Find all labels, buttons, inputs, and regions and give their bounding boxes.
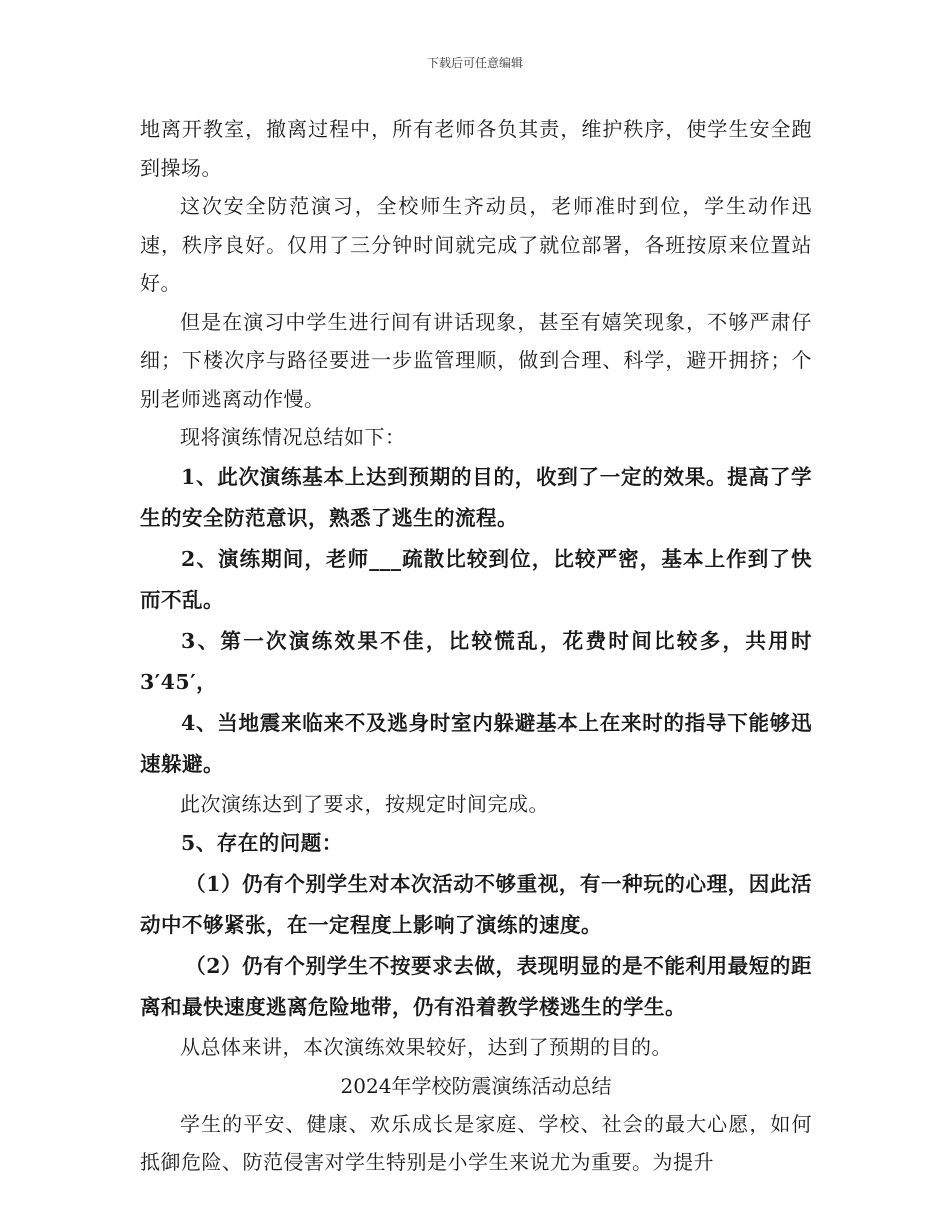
problem-1: （1）仍有个别学生对本次活动不够重视，有一种玩的心理，因此活动中不够紧张，在一定程度上影响了演练的速度。	[140, 872, 812, 937]
paragraph: 但是在演习中学生进行间有讲话现象，甚至有嬉笑现象，不够严肃仔细；下楼次序与路径要进一步监管理顺，做到合理、科学，避开拥挤；个别老师逃离动作慢。	[140, 309, 812, 411]
paragraph: 学生的平安、健康、欢乐成长是家庭、学校、社会的最大心愿，如何抵御危险、防范侵害对学生特别是小学生来说尤为重要。为提升	[140, 1111, 812, 1174]
paragraph: 这次安全防范演习，全校师生齐动员，老师准时到位，学生动作迅速，秩序良好。仅用了三分钟时间就完成了就位部署，各班按原来位置站好。	[140, 194, 812, 295]
summary-item-3: 3、第一次演练效果不佳，比较慌乱，花费时间比较多，共用时3′45′，	[140, 628, 812, 694]
page-header: 下载后可任意编辑	[426, 56, 523, 70]
summary-item-2: 2、演练期间，老师___疏散比较到位，比较严密，基本上作到了快而不乱。	[140, 546, 812, 612]
summary-item-4: 4、当地震来临来不及逃身时室内躲避基本上在来时的指导下能够迅速躲避。	[140, 710, 812, 776]
problem-2: （2）仍有个别学生不按要求去做，表现明显的是不能利用最短的距离和最快速度逃离危险地带，仍有沿着教学楼逃生的学生。	[140, 954, 812, 1019]
paragraph: 此次演练达到了要求，按规定时间完成。	[180, 791, 549, 816]
problems-heading: 5、存在的问题：	[181, 831, 343, 855]
paragraph: 从总体来讲，本次演练效果较好，达到了预期的目的。	[180, 1035, 672, 1059]
summary-item-1: 1、此次演练基本上达到预期的目的，收到了一定的效果。提高了学生的安全防范意识，熟悉了逃生的流程。	[140, 464, 812, 530]
paragraph: 地离开教室，撤离过程中，所有老师各负其责，维护秩序，使学生安全跑到操场。	[140, 117, 812, 180]
section-title: 2024年学校防震演练活动总结	[340, 1073, 612, 1098]
paragraph: 现将演练情况总结如下：	[180, 425, 406, 449]
document-body	[140, 110, 812, 1182]
